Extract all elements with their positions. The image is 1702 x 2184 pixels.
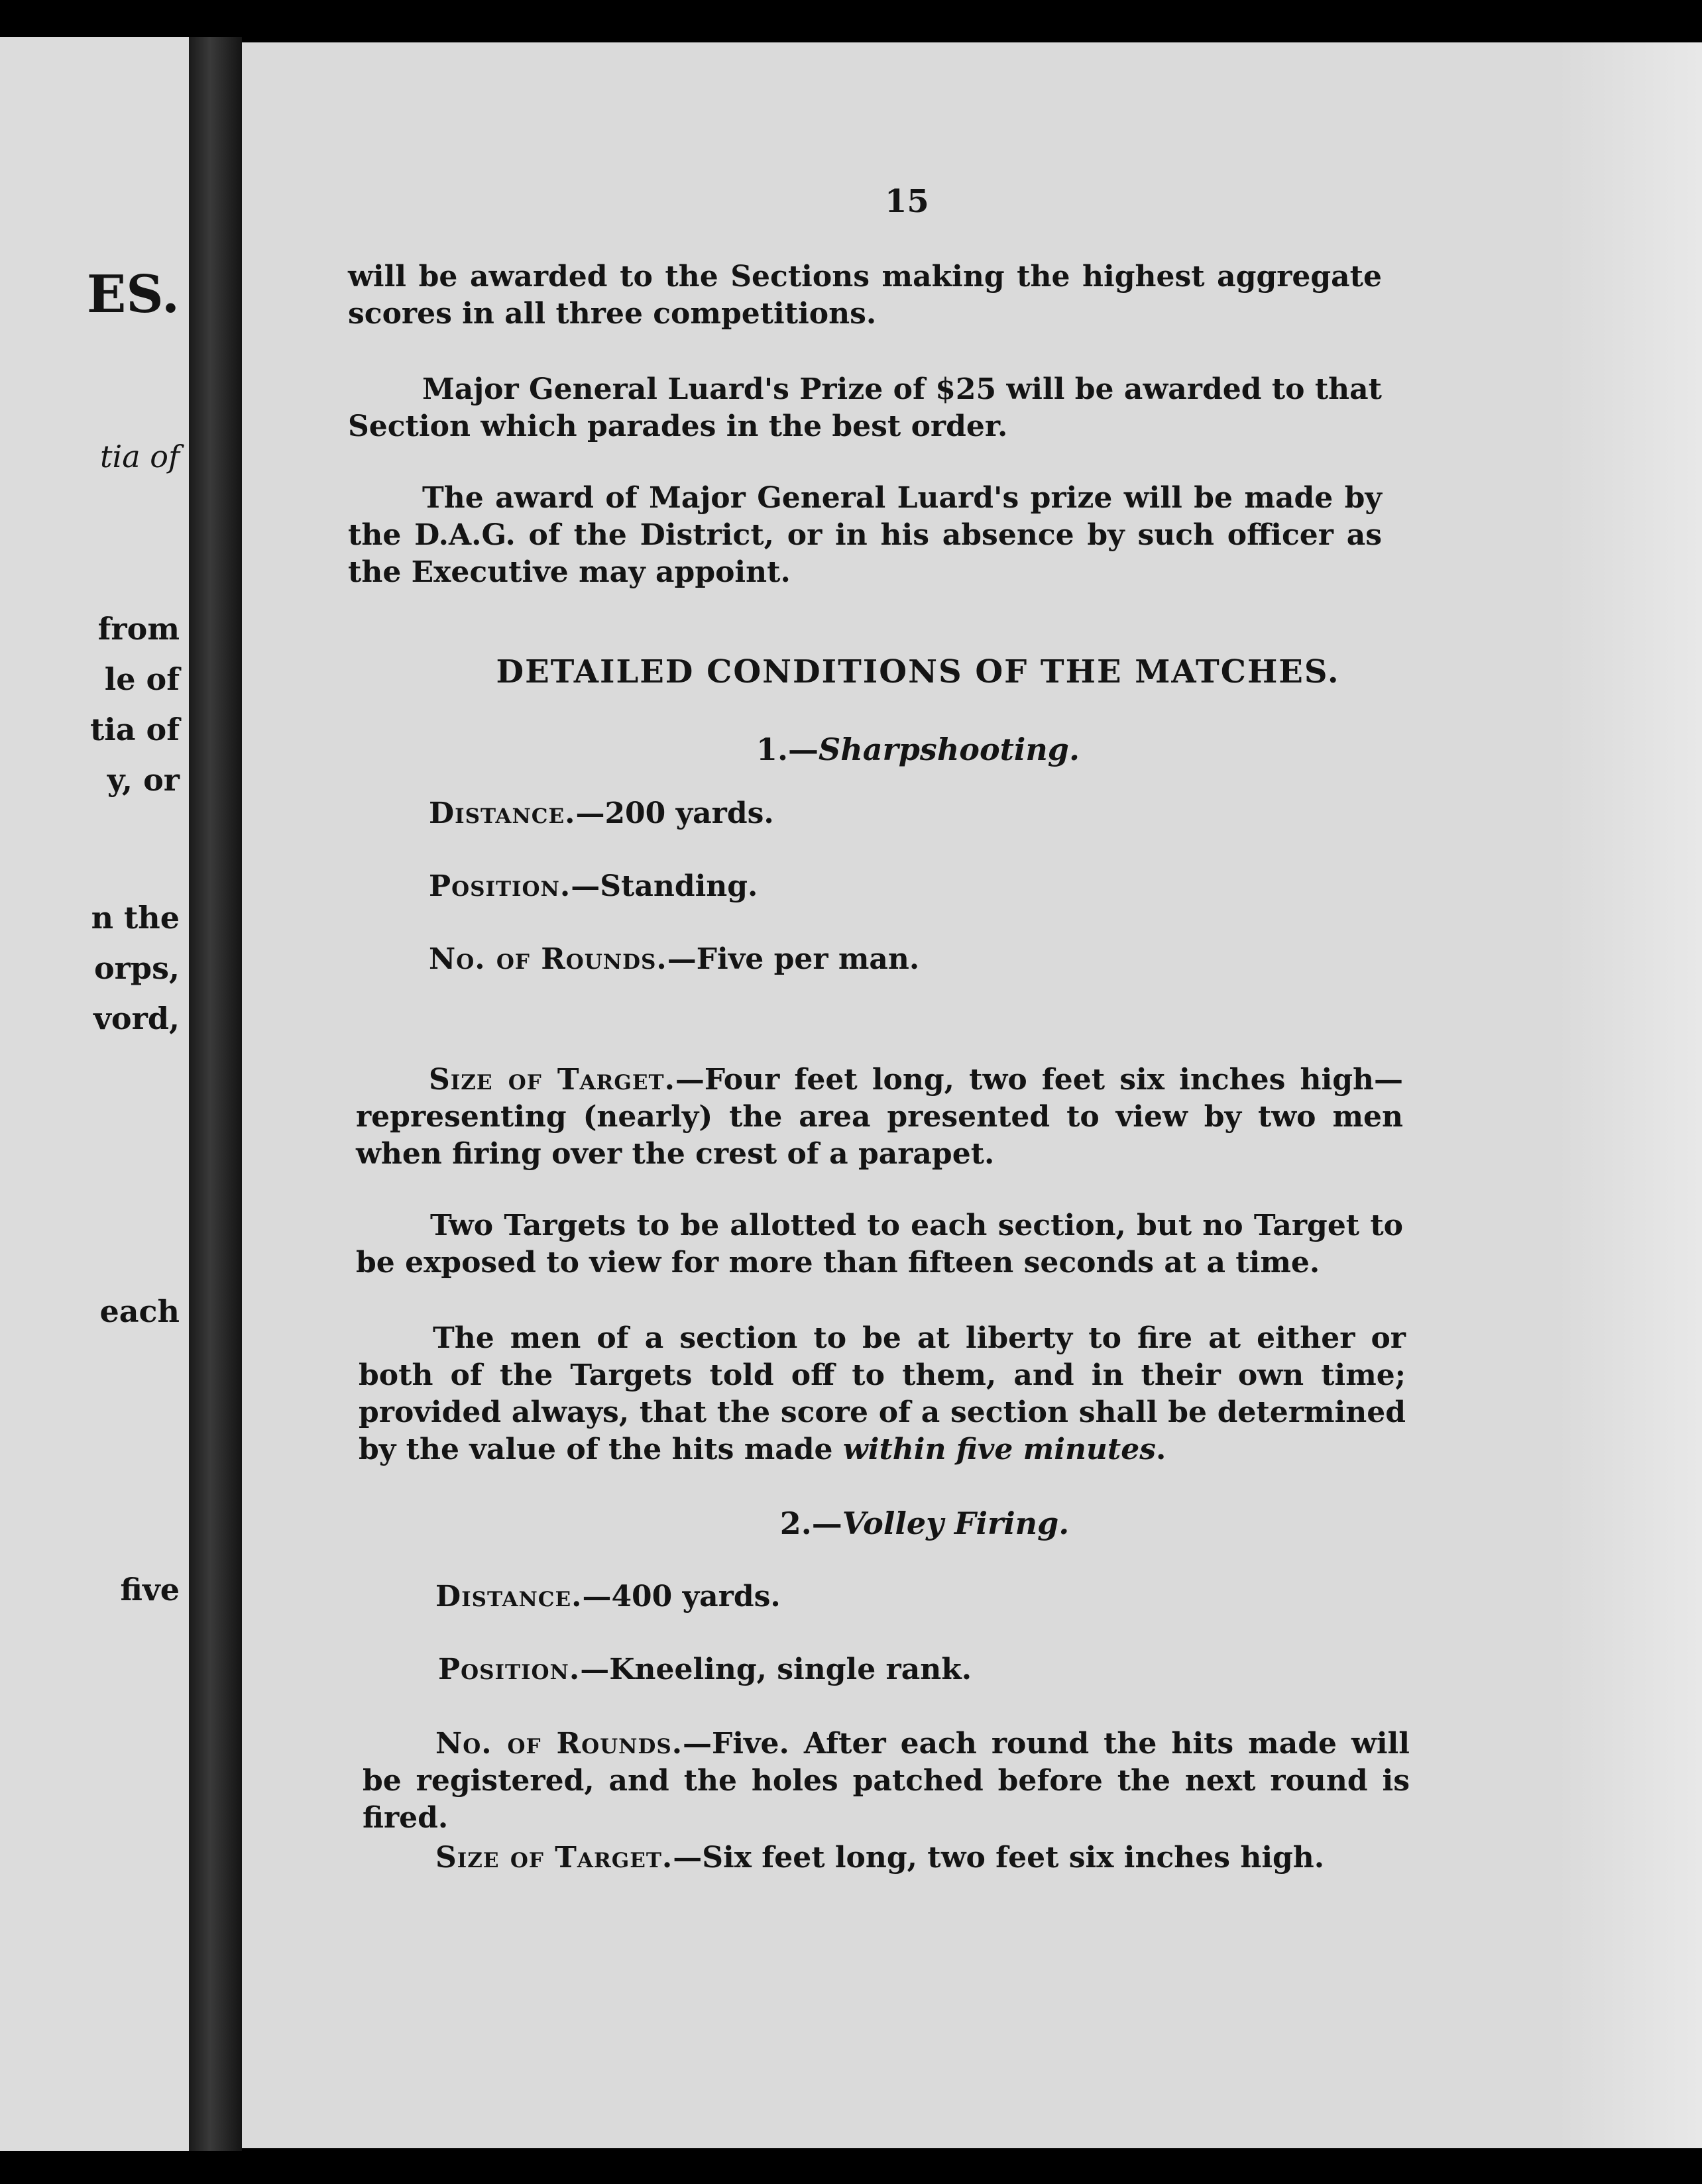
left-fragment: orps,	[94, 950, 180, 986]
condition-label: Position.	[438, 1653, 581, 1686]
left-fragment: each	[99, 1293, 180, 1329]
intro-paragraph-prize: Major General Luard's Prize of $25 will be awarded to that Section which parades in the best order.	[348, 372, 1382, 443]
intro-paragraph-award: The award of Major General Luard's prize will be made by the D.A.G. of the District, or in his absence by such officer as the Executive may appoint.	[348, 481, 1382, 589]
condition-value: —Kneeling, single rank.	[580, 1653, 972, 1686]
match-1-title	[242, 732, 1594, 767]
page-number: 15	[885, 183, 929, 220]
condition-label: Size of Target.	[435, 1841, 673, 1875]
condition-label: No. of Rounds.	[435, 1727, 683, 1761]
section-heading: DETAILED CONDITIONS OF THE MATCHES.	[496, 653, 1340, 690]
match-number: 1.—	[756, 732, 819, 767]
match-1-liberty-paragraph: The men of a section to be at liberty to fire at either or both of the Targets told off to them, and in their own time; provided always, that the score of a section shall be determined by the value of the hits made within five minutes.	[359, 1321, 1406, 1466]
match-2-target-size	[435, 1839, 1324, 1877]
emphasis: within five minutes	[842, 1433, 1157, 1466]
condition-value: —Six feet long, two feet six inches high.	[673, 1841, 1325, 1875]
match-2-position	[438, 1651, 972, 1688]
condition-label: Position.	[429, 869, 571, 903]
left-fragment: vord,	[93, 1001, 180, 1036]
match-1-distance	[429, 795, 774, 832]
condition-label: Size of Target.	[429, 1063, 675, 1097]
condition-value: —Five. After each round the hits made will be registered, and the holes patched before the next round is fired.	[363, 1727, 1410, 1835]
left-fragment: n the	[91, 900, 180, 936]
document-page	[242, 42, 1702, 2148]
condition-label: Distance.	[435, 1580, 583, 1613]
left-fragment: five	[120, 1572, 180, 1608]
match-2-distance	[435, 1578, 781, 1615]
left-fragment: tia of	[89, 712, 180, 747]
match-name: Volley Firing.	[842, 1505, 1070, 1541]
left-fragment: y, or	[107, 762, 180, 798]
condition-value: —400 yards.	[582, 1580, 781, 1613]
left-fragment: tia of	[100, 439, 180, 474]
condition-value: —200 yards.	[575, 796, 774, 830]
condition-value: —Standing.	[571, 869, 758, 903]
match-1-target-size	[356, 1062, 1403, 1173]
match-1-position	[429, 868, 758, 905]
left-fragment: ES.	[86, 264, 180, 325]
match-2-rounds	[363, 1725, 1410, 1837]
condition-label: No. of Rounds.	[429, 942, 667, 976]
left-fragment: from	[97, 611, 180, 647]
match-1-targets-paragraph: Two Targets to be allotted to each section, but no Target to be exposed to view for more than fifteen seconds at a time.	[356, 1209, 1403, 1280]
match-name: Sharpshooting.	[819, 732, 1080, 767]
match-1-rounds	[429, 941, 919, 978]
match-2-title	[249, 1505, 1601, 1541]
left-fragment: le of	[104, 661, 180, 697]
condition-label: Distance.	[429, 796, 576, 830]
condition-value: —Five per man.	[667, 942, 920, 976]
match-number: 2.—	[779, 1505, 842, 1541]
book-gutter	[189, 37, 242, 2151]
condition-value: —Four feet long, two feet six inches high—representing (nearly) the area presented to view by two men when firing over the crest of a parapet.	[356, 1063, 1403, 1171]
previous-page-fragment	[0, 37, 189, 2151]
intro-paragraph-continuation: will be awarded to the Sections making the highest aggregate scores in all three competitions.	[348, 260, 1382, 331]
